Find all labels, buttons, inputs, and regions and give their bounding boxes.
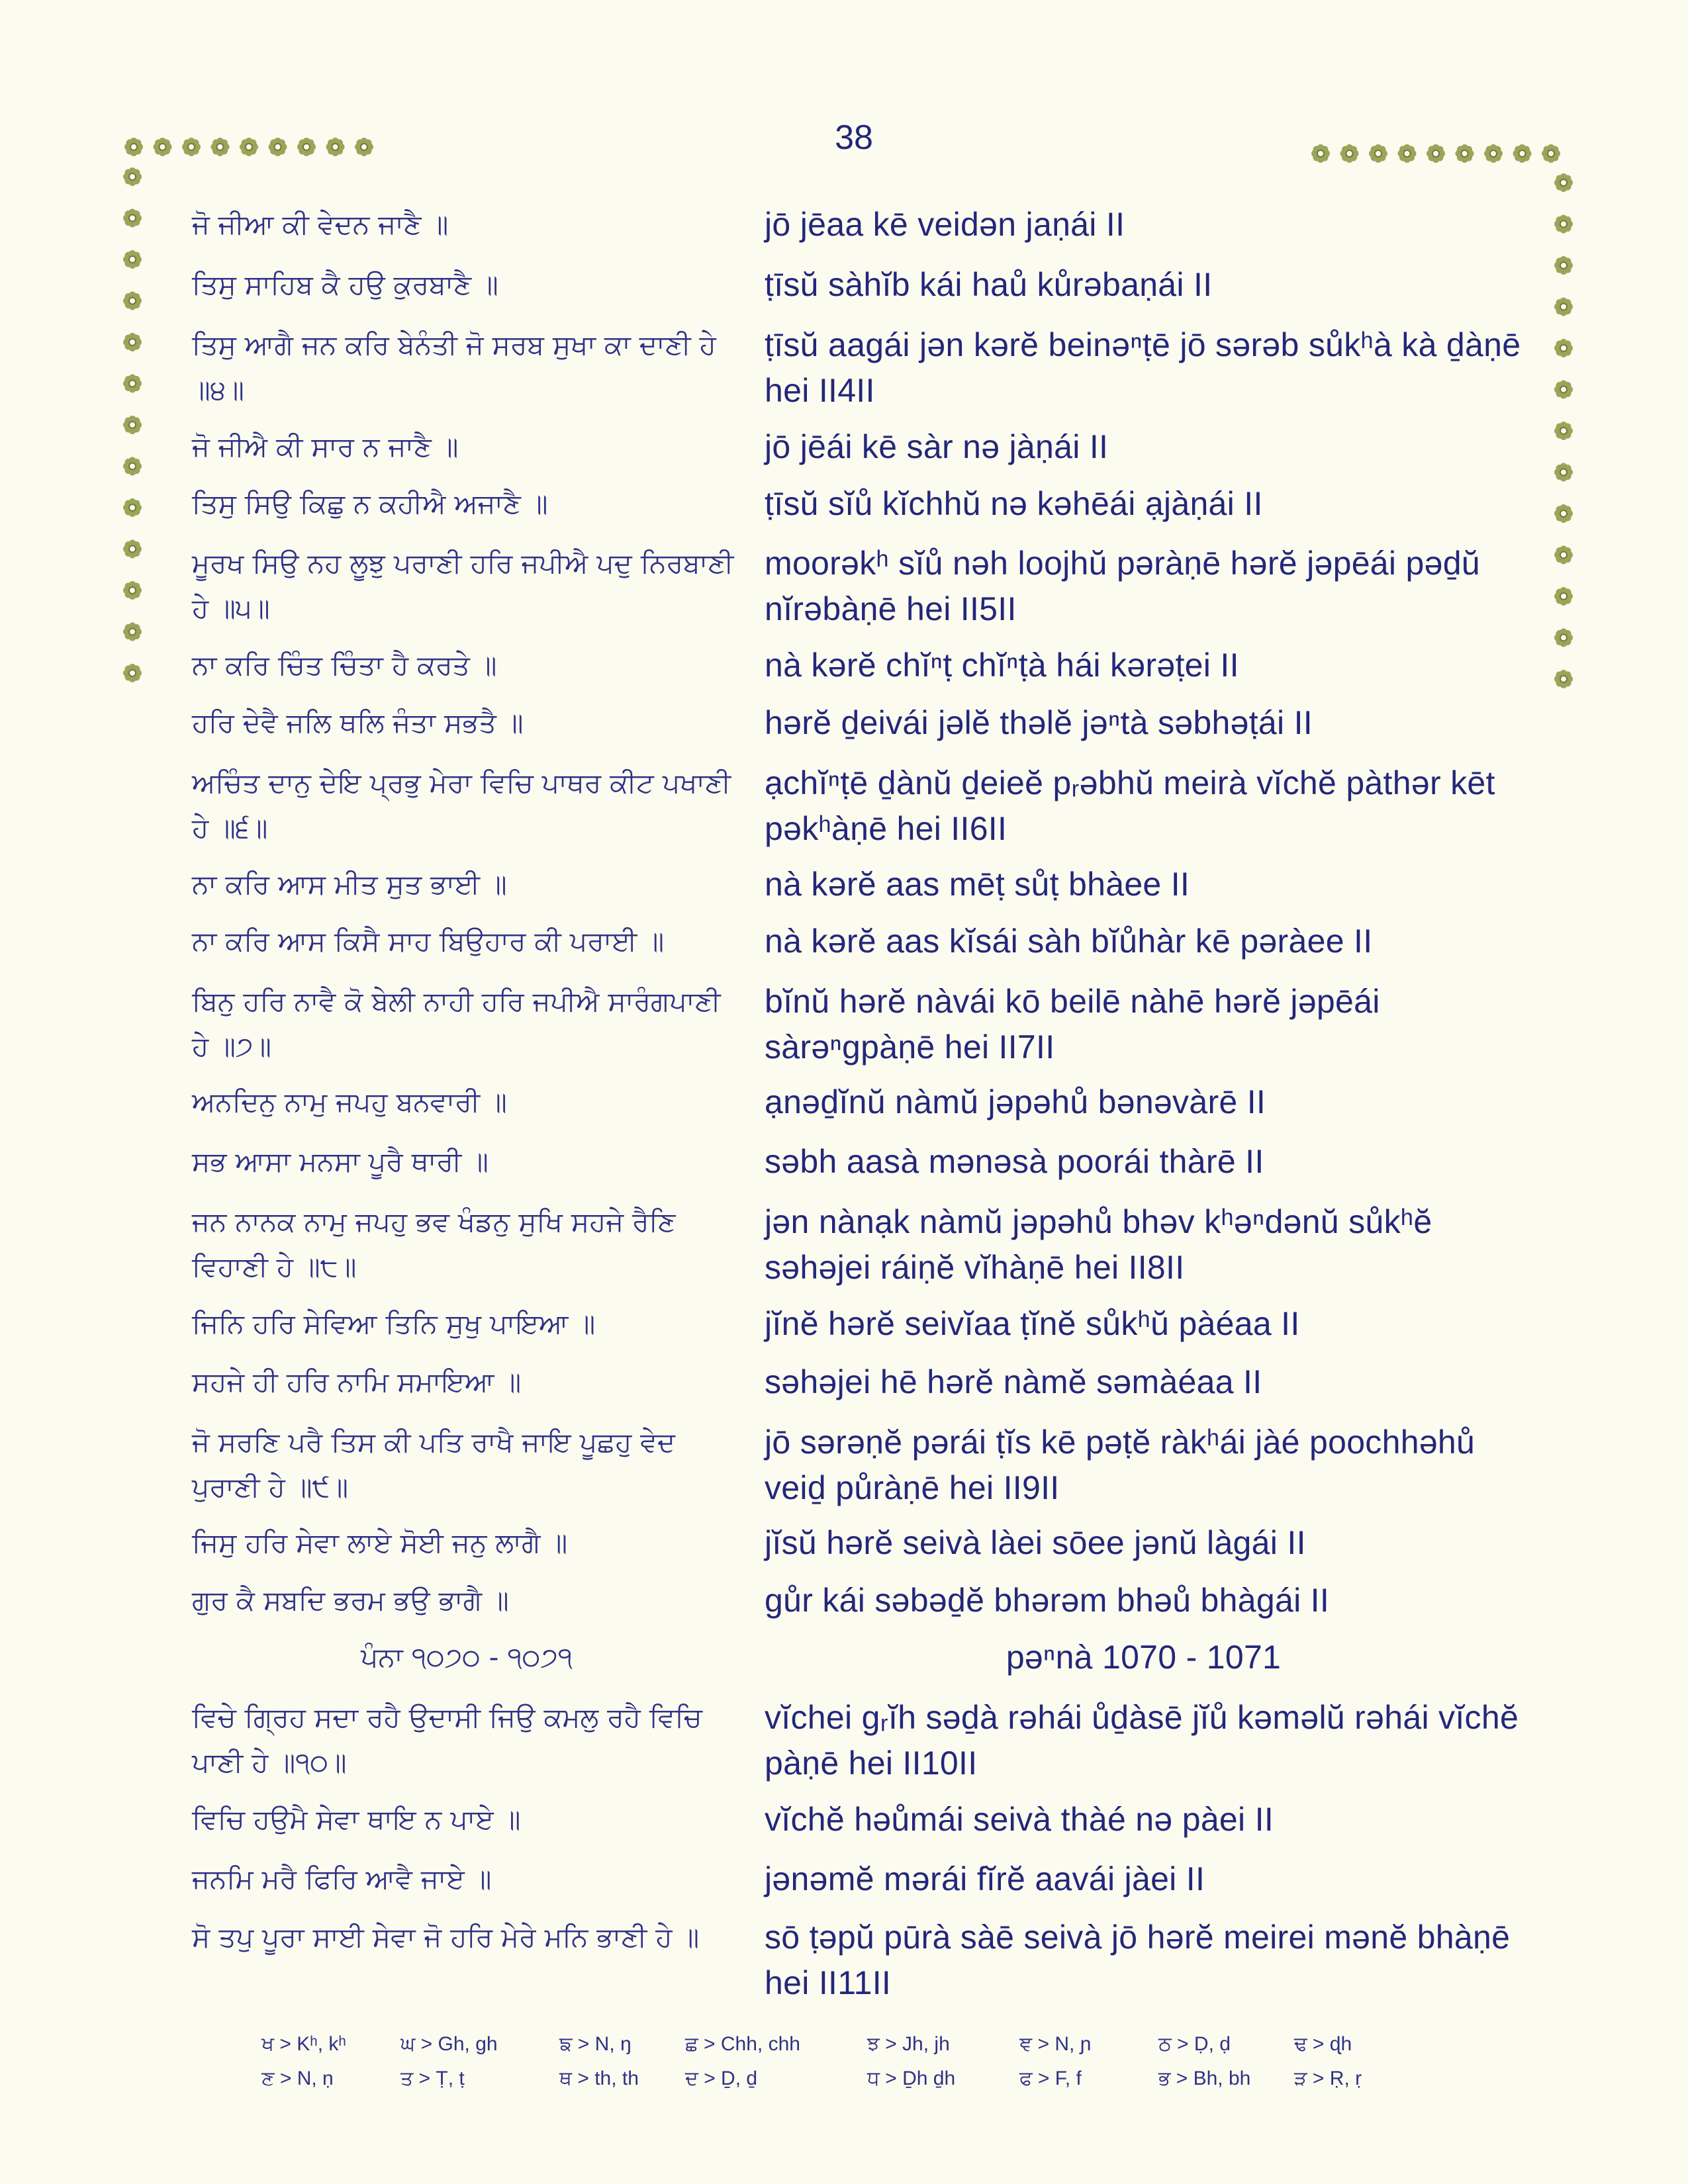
gurmukhi-text: ਗੁਰ ਕੈ ਸਬਦਿ ਭਰਮ ਭਉ ਭਾਗੈ ॥ <box>192 1584 509 1616</box>
transliteration-text: jō sərəṇĕ pərái ṭĭs kē pəṭĕ ràkʰái jàé poochhəhů veiḏ půràṇē hei II9II <box>765 1424 1476 1506</box>
legend-item: ਘ > Gh, gh <box>400 2033 498 2055</box>
flower-ornament <box>1554 339 1573 357</box>
transliteration-text: jĭsŭ hərĕ seivà làei sōee jənŭ làgái II <box>765 1524 1306 1561</box>
gurmukhi-text: ਵਿਚੇ ਗ੍ਰਿਹ ਸਦਾ ਰਹੈ ਉਦਾਸੀ ਜਿਉ ਕਮਲੁ ਰਹੈ ਵਿਚਿ ਪਾਣੀ ਹੇ ॥੧੦॥ <box>192 1702 702 1778</box>
transliteration-text: ṭīsŭ aagái jən kərĕ beinəⁿṭē jō sərəb sůkʰà kà ḏàṇē hei II4II <box>765 326 1521 409</box>
gurmukhi-text: ਸੋ ਤਪੁ ਪੂਰਾ ਸਾਈ ਸੇਵਾ ਜੋ ਹਰਿ ਮੇਰੇ ਮਨਿ ਭਾਣੀ ਹੇ ॥ <box>192 1921 700 1953</box>
transliteration-text: nà kərĕ aas mēṭ sůṭ bhàee II <box>765 866 1190 903</box>
transliteration-text: gůr kái səbəḏĕ bhərəm bhəů bhàgái II <box>765 1582 1330 1619</box>
flower-ornament <box>1311 144 1330 163</box>
flower-ornament <box>1484 144 1503 163</box>
flower-ornament <box>154 138 172 156</box>
flower-ornament <box>1554 215 1573 234</box>
transliteration-text: jən nànạk nàmŭ jəpəhů bhəv kʰəⁿdənŭ sůkʰĕ səhəjei ráiṇĕ vĭhàṇē hei II8II <box>765 1203 1432 1286</box>
flower-ornament <box>123 457 142 476</box>
flower-ornament <box>1369 144 1387 163</box>
gurmukhi-text: ਨਾ ਕਰਿ ਆਸ ਮੀਤ ਸੁਤ ਭਾਈ ॥ <box>192 868 507 900</box>
flower-ornament <box>1554 670 1573 688</box>
flower-ornament <box>1554 381 1573 399</box>
flower-ornament <box>1554 298 1573 316</box>
transliteration-text: jō jēaa kē veidən jaṇái II <box>765 206 1125 243</box>
legend-item: ਭ > Bh, bh <box>1158 2068 1251 2089</box>
flower-ornament <box>123 664 142 682</box>
flower-ornament <box>1554 629 1573 647</box>
gurmukhi-text: ਸਹਜੇ ਹੀ ਹਰਿ ਨਾਮਿ ਸਮਾਇਆ ॥ <box>192 1366 522 1398</box>
flower-ornament <box>123 375 142 393</box>
flower-ornament <box>211 138 230 156</box>
legend-item: ਥ > th, th <box>559 2068 639 2089</box>
gurmukhi-text: ਅਨਦਿਨੁ ਨਾਮੁ ਜਪਹੁ ਬਨਵਾਰੀ ॥ <box>192 1086 507 1118</box>
gurmukhi-text: ਨਾ ਕਰਿ ਆਸ ਕਿਸੈ ਸਾਹ ਬਿਉਹਾਰ ਕੀ ਪਰਾਈ ॥ <box>192 925 665 957</box>
gurmukhi-text: ਨਾ ਕਰਿ ਚਿੰਤ ਚਿੰਤਾ ਹੈ ਕਰਤੇ ॥ <box>192 649 497 681</box>
legend-item: ਝ > Jh, jh <box>867 2033 950 2055</box>
flower-ornament <box>240 138 258 156</box>
legend-row <box>261 2033 1453 2068</box>
legend-item: ਦ > Ḏ, ḏ <box>685 2068 758 2089</box>
gurmukhi-text: ਅਚਿੰਤ ਦਾਨੁ ਦੇਇ ਪ੍ਰਭੁ ਮੇਰਾ ਵਿਚਿ ਪਾਥਰ ਕੀਟ ਪਖਾਣੀ ਹੇ ॥੬॥ <box>192 767 731 844</box>
gurmukhi-text: ਤਿਸੁ ਸਾਹਿਬ ਕੈ ਹਉ ਕੁਰਬਾਣੈ ॥ <box>192 269 498 300</box>
gurmukhi-text: ਜਨ ਨਾਨਕ ਨਾਮੁ ਜਪਹੁ ਭਵ ਖੰਡਨੁ ਸੁਖਿ ਸਹਜੇ ਰੈਣਿ ਵਿਹਾਣੀ ਹੇ ॥੮॥ <box>192 1206 676 1283</box>
gurmukhi-text: ਜੋ ਜੀਐ ਕੀ ਸਾਰ ਨ ਜਾਣੈ ॥ <box>192 431 459 463</box>
flower-ornament <box>123 498 142 517</box>
gurmukhi-text: ਤਿਸੁ ਸਿਉ ਕਿਛੁ ਨ ਕਹੀਐ ਅਜਾਣੈ ॥ <box>192 488 548 520</box>
flower-ornament <box>1554 256 1573 275</box>
gurmukhi-text: ਜਨਮਿ ਮਰੈ ਫਿਰਿ ਆਵੈ ਜਾਏ ॥ <box>192 1863 492 1895</box>
transliteration-text: bĭnŭ hərĕ nàvái kō beilē nàhē hərĕ jəpēái sàrəⁿgpàṇē hei II7II <box>765 983 1380 1066</box>
flower-ornament <box>1554 173 1573 192</box>
legend-item: ਫ > F, f <box>1019 2068 1082 2089</box>
transliteration-text: sō ṭəpŭ pūrà sàē seivà jō hərĕ meirei mənĕ bhàṇē hei II11II <box>765 1919 1511 2001</box>
transliteration-text: hərĕ ḏeivái jəlĕ thəlĕ jəⁿtà səbhəṭái II <box>765 704 1313 741</box>
gurmukhi-text: ਪੰਨਾ ੧੦੭੦ - ੧੦੭੧ <box>360 1641 573 1673</box>
gurmukhi-text: ਜੋ ਸਰਣਿ ਪਰੈ ਤਿਸ ਕੀ ਪਤਿ ਰਾਖੈ ਜਾਇ ਪੂਛਹੁ ਵੇਦ ਪੁਰਾਣੀ ਹੇ ॥੯॥ <box>192 1426 676 1503</box>
flower-ornament <box>123 250 142 269</box>
legend-item: ਢ > ɖh <box>1294 2033 1352 2055</box>
flower-ornament <box>326 138 345 156</box>
legend-item: ਖ > Kʰ, kʰ <box>261 2033 346 2055</box>
transliteration-text: nà kərĕ aas kĭsái sàh bĭůhàr kē pəràee II <box>765 923 1373 960</box>
transliteration-text: ạnəḏĭnŭ nàmŭ jəpəhů bənəvàrē II <box>765 1083 1266 1120</box>
gurmukhi-text: ਹਰਿ ਦੇਵੈ ਜਲਿ ਥਲਿ ਜੰਤਾ ਸਭਤੈ ॥ <box>192 707 524 739</box>
gurmukhi-text: ਜੋ ਜੀਆ ਕੀ ਵੇਦਨ ਜਾਣੈ ॥ <box>192 208 449 240</box>
legend-item: ਤ > Ṭ, ṭ <box>400 2068 465 2089</box>
gurmukhi-text: ਤਿਸੁ ਆਗੈ ਜਨ ਕਰਿ ਬੇਨੰਤੀ ਜੋ ਸਰਬ ਸੁਖਾ ਕਾ ਦਾਣੀ ਹੇ ॥੪॥ <box>192 329 716 406</box>
legend-row <box>261 2068 1453 2102</box>
transliteration-text: jənəmĕ mərái fĭrĕ aavái jàei II <box>765 1860 1205 1897</box>
transliteration-text: ṭīsŭ sĭů kĭchhŭ nə kəhēái ạjàṇái II <box>765 485 1263 522</box>
gurmukhi-text: ਜਿਨਿ ਹਰਿ ਸੇਵਿਆ ਤਿਨਿ ਸੁਖੁ ਪਾਇਆ ॥ <box>192 1308 596 1340</box>
transliteration-text: vĭchĕ həůmái seivà thàé nə pàei II <box>765 1801 1274 1838</box>
flower-ornament <box>297 138 316 156</box>
flower-ornament <box>1554 504 1573 523</box>
flower-ornament <box>1427 144 1445 163</box>
flower-ornament <box>123 540 142 559</box>
flower-ornament <box>123 167 142 186</box>
transliteration-text: vĭchei gᵣĭh səḏà rəhái ůḏàsē jĭů kəməlŭ rəhái vĭchĕ pàṇē hei II10II <box>765 1699 1519 1782</box>
flower-ornament <box>1554 422 1573 440</box>
flower-ornament <box>1398 144 1417 163</box>
legend-item: ਛ > Chh, chh <box>685 2033 800 2055</box>
flower-ornament <box>123 209 142 228</box>
flower-ornament <box>1456 144 1474 163</box>
flower-ornament <box>182 138 201 156</box>
flower-ornament <box>1340 144 1359 163</box>
legend-item: ਣ > N, ṇ <box>261 2068 334 2089</box>
flower-ornament <box>1542 144 1560 163</box>
flower-ornament <box>123 581 142 600</box>
gurmukhi-text: ਸਭ ਆਸਾ ਮਨਸਾ ਪੂਰੈ ਥਾਰੀ ॥ <box>192 1146 489 1177</box>
transliteration-text: səhəjei hē hərĕ nàmĕ səmàéaa II <box>765 1363 1262 1400</box>
flower-ornament <box>123 623 142 641</box>
gurmukhi-text: ਬਿਨੁ ਹਰਿ ਨਾਵੈ ਕੋ ਬੇਲੀ ਨਾਹੀ ਹਰਿ ਜਪੀਐ ਸਾਰੰਗਪਾਣੀ ਹੇ ॥੭॥ <box>192 985 721 1062</box>
legend-item: ਞ > N, ɲ <box>1019 2033 1092 2055</box>
gurmukhi-text: ਮੂਰਖ ਸਿਉ ਨਹ ਲੂਝੁ ਪਰਾਣੀ ਹਰਿ ਜਪੀਐ ਪਦੁ ਨਿਰਬਾਣੀ ਹੇ ॥੫॥ <box>192 547 734 624</box>
transliteration-text: pəⁿnà 1070 - 1071 <box>1006 1639 1282 1676</box>
flower-ornament <box>1554 546 1573 565</box>
flower-ornament <box>123 292 142 310</box>
flower-ornament <box>355 138 373 156</box>
transliteration-text: jō jēái kē sàr nə jàṇái II <box>765 428 1109 465</box>
flower-ornament <box>269 138 287 156</box>
transliteration-text: ạchĭⁿṭē ḏànŭ ḏeieĕ pᵣəbhŭ meirà vĭchĕ pàthər kēt pəkʰàṇē hei II6II <box>765 764 1495 847</box>
transliteration-text: ṭīsŭ sàhĭb kái haů kůrəbaṇái II <box>765 266 1213 303</box>
gurmukhi-text: ਜਿਸੁ ਹਰਿ ਸੇਵਾ ਲਾਏ ਸੋਈ ਜਨੁ ਲਾਗੈ ॥ <box>192 1527 568 1559</box>
flower-ornament <box>123 416 142 434</box>
legend-item: ਧ > Ḏh ḏh <box>867 2068 956 2089</box>
legend-item: ੜ > Ṛ, ṛ <box>1294 2068 1362 2089</box>
legend-item: ਠ > Ḍ, ḍ <box>1158 2033 1231 2055</box>
page-number: 38 <box>835 118 873 157</box>
gurmukhi-text: ਵਿਚਿ ਹਉਮੈ ਸੇਵਾ ਥਾਇ ਨ ਪਾਏ ॥ <box>192 1803 521 1835</box>
flower-ornament <box>1554 463 1573 482</box>
transliteration-text: nà kərĕ chĭⁿṭ chĭⁿṭà hái kərəṭei II <box>765 647 1239 684</box>
legend-item: ਙ > N, ŋ <box>559 2033 632 2055</box>
transliteration-text: səbh aasà mənəsà poorái thàrē II <box>765 1143 1264 1180</box>
transliteration-text: jĭnĕ hərĕ seivĭaa ṭĭnĕ sůkʰŭ pàéaa II <box>765 1305 1300 1342</box>
transliteration-legend <box>261 2033 1453 2102</box>
transliteration-text: moorəkʰ sĭů nəh loojhŭ pəràṇē hərĕ jəpēái pəḏŭ nĭrəbàṇē hei II5II <box>765 545 1480 627</box>
flower-ornament <box>1554 587 1573 606</box>
flower-ornament <box>124 138 143 156</box>
flower-ornament <box>123 333 142 351</box>
flower-ornament <box>1513 144 1532 163</box>
